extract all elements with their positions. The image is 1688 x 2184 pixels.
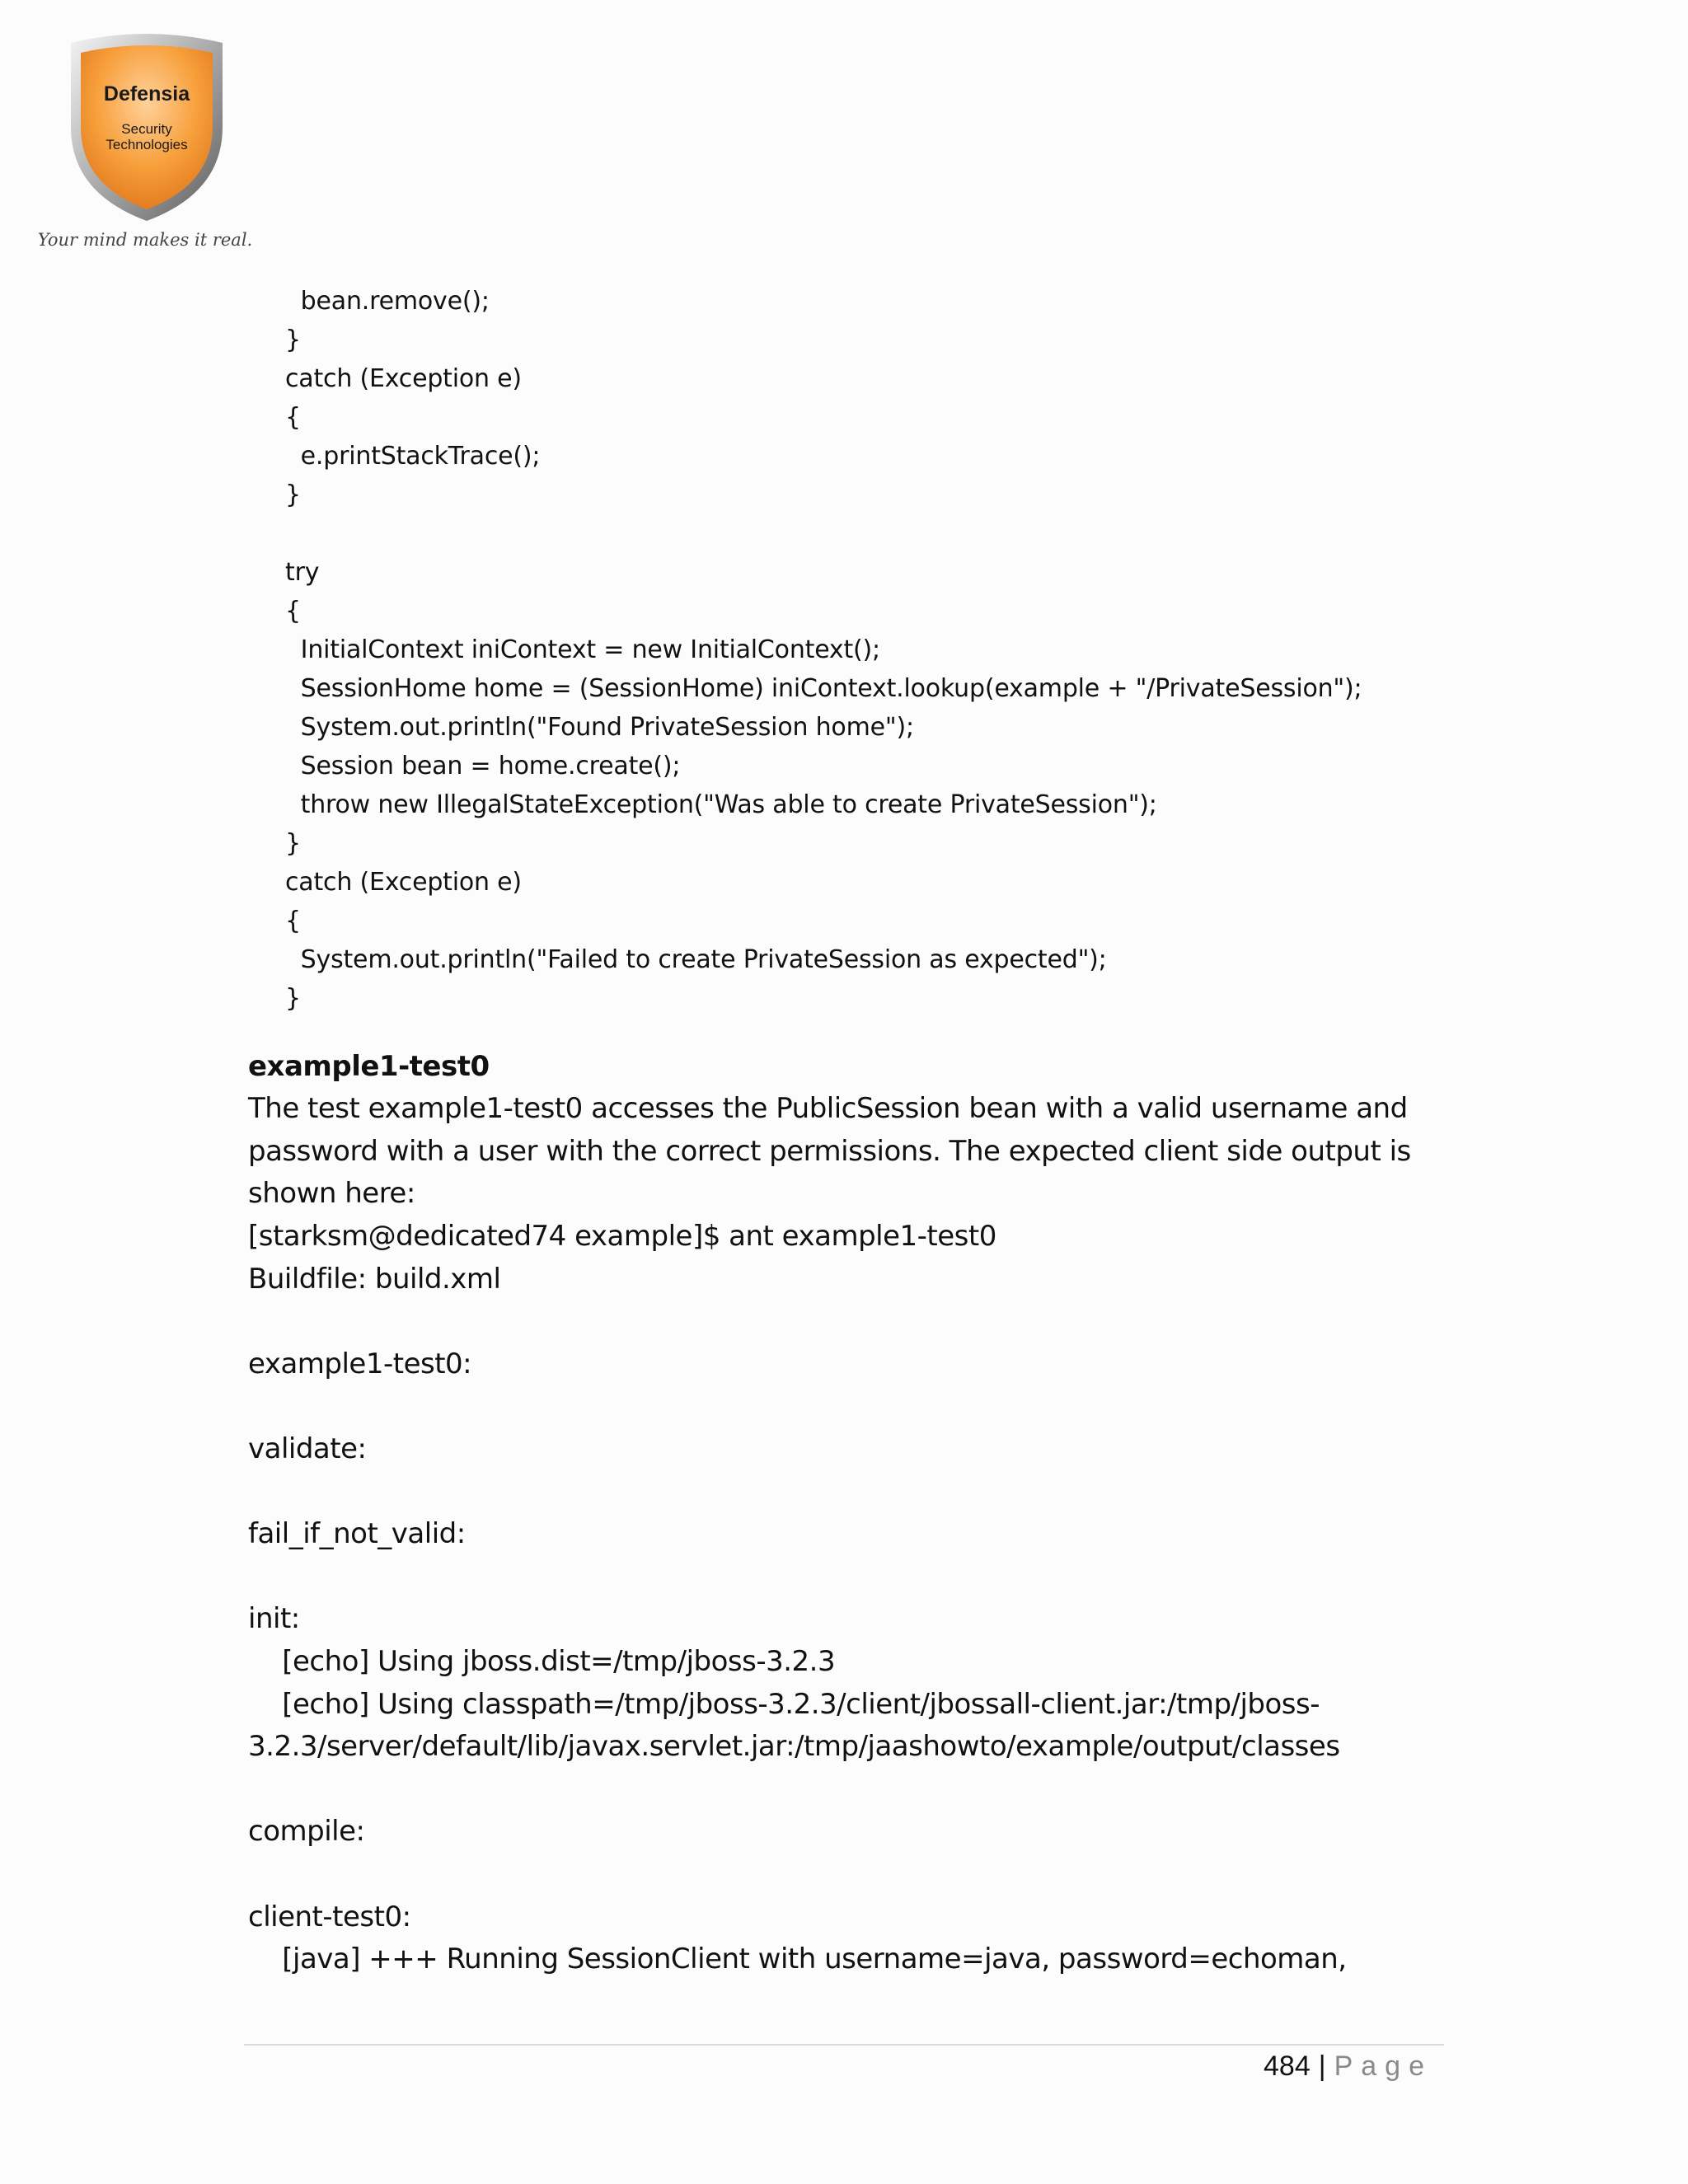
code-line: }	[285, 326, 301, 354]
code-line: }	[285, 480, 301, 509]
output-line	[248, 1769, 1567, 1811]
code-line: System.out.println("Failed to create PrivateSession as expected");	[285, 945, 1107, 974]
console-output	[248, 1216, 1567, 1981]
output-line: compile:	[248, 1815, 365, 1849]
company-logo	[37, 30, 253, 254]
code-line: try	[285, 558, 320, 587]
section-heading: example1-test0	[248, 1050, 490, 1083]
code-line: {	[285, 403, 301, 432]
code-line: catch (Exception e)	[285, 364, 522, 393]
page-number: 484	[1264, 2050, 1311, 2082]
output-line: [echo] Using jboss.dist=/tmp/jboss-3.2.3	[248, 1644, 836, 1678]
code-line: InitialContext iniContext = new InitialContext();	[285, 635, 880, 664]
output-line: [java] +++ Running SessionClient with username=java, password=echoman,	[248, 1943, 1347, 1976]
logo-name: Defensia	[103, 82, 190, 105]
footer-separator: |	[1318, 2050, 1326, 2082]
code-line: SessionHome home = (SessionHome) iniContext.lookup(example + "/PrivateSession");	[285, 674, 1362, 703]
page-footer	[1264, 2048, 1432, 2084]
shield-logo-art	[37, 30, 253, 254]
code-line: bean.remove();	[285, 287, 490, 316]
output-line: fail_if_not_valid:	[248, 1517, 466, 1551]
output-line: [echo] Using classpath=/tmp/jboss-3.2.3/client/jbossall-client.jar:/tmp/jboss-	[248, 1687, 1320, 1721]
output-line: example1-test0:	[248, 1347, 472, 1380]
logo-tagline: Your mind makes it real.	[37, 230, 253, 250]
page-label: Page	[1334, 2050, 1432, 2082]
code-listing	[285, 285, 1522, 1021]
footer-divider	[244, 2044, 1444, 2046]
code-line: Session bean = home.create();	[285, 752, 681, 780]
code-line: catch (Exception e)	[285, 868, 522, 897]
logo-sub-line-2: Technologies	[106, 137, 188, 152]
code-line	[285, 518, 1522, 556]
logo-sub-line-1: Security	[121, 121, 172, 137]
output-line: 3.2.3/server/default/lib/javax.servlet.jar:/tmp/jaashowto/example/output/classes	[248, 1730, 1340, 1764]
output-line	[248, 1471, 1567, 1514]
output-line	[248, 1854, 1567, 1896]
code-line: {	[285, 597, 301, 626]
output-line: Buildfile: build.xml	[248, 1262, 501, 1296]
output-line	[248, 1556, 1567, 1599]
output-line: [starksm@dedicated74 example]$ ant example1-test0	[248, 1220, 996, 1253]
output-line: client-test0:	[248, 1900, 411, 1933]
code-line: throw new IllegalStateException("Was able to create PrivateSession");	[285, 790, 1157, 819]
intro-paragraph: The test example1-test0 accesses the PublicSession bean with a valid username and password with a user with the correct permissions. The expected client side output is shown here:	[248, 1092, 1411, 1210]
code-line: }	[285, 829, 301, 858]
output-line	[248, 1385, 1567, 1428]
code-line: e.printStackTrace();	[285, 442, 541, 471]
output-line: init:	[248, 1602, 300, 1636]
output-line	[248, 1301, 1567, 1343]
code-line: }	[285, 984, 301, 1013]
output-line: validate:	[248, 1432, 367, 1465]
code-line: System.out.println("Found PrivateSession home");	[285, 713, 914, 742]
code-line: {	[285, 907, 301, 935]
